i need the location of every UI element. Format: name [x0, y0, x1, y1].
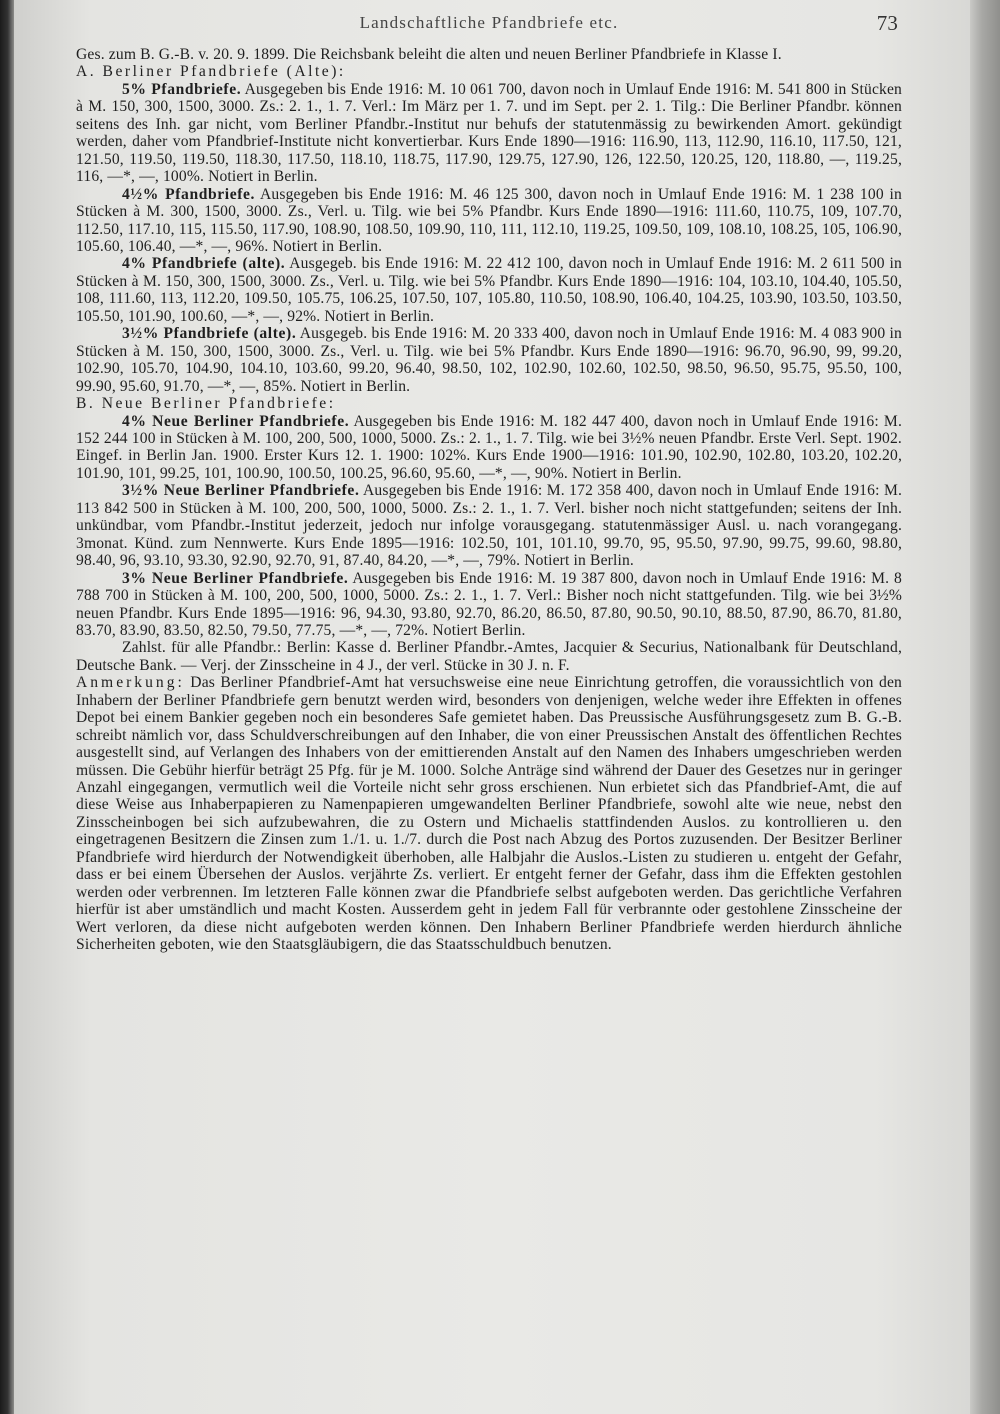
entry-a4-title: 3½% Pfandbriefe (alte).: [122, 325, 297, 343]
entry-b3-body: Ausgegeben bis Ende 1916: M. 19 387 800, davon noch in Umlauf Ende 1916: M. 8 788 700 in Stücken à M. 100, 200, 500, 1000, 5000. Zs.: 2. 1., 1. 7. Verl.: Bisher noch nicht stattgefunden. Tilg. wie bei 3½% neuen Pfandbr. Kurs Ende 1895—1916: 96, 94.30, 93.80, 92.70, 86.20, 86.50, 87.80, 90.50, 90.10, 88.50, 87.90, 86.70, 81.80, 83.70, 83.90, 83.50, 82.50, 79.50, 77.75, —*, —, 72%. Notiert Berlin.: [76, 569, 902, 639]
entry-b3: [76, 570, 902, 640]
entry-a1-title: 5% Pfandbriefe.: [122, 80, 242, 98]
running-head: [76, 8, 902, 46]
scan-binding-shadow: [0, 0, 14, 1414]
entry-b1-title: 4% Neue Berliner Pfandbriefe.: [122, 412, 350, 430]
entry-b2-title: 3½% Neue Berliner Pfandbriefe.: [122, 482, 360, 500]
scan-page-edge: [970, 0, 1000, 1414]
section-a-heading: A. Berliner Pfandbriefe (Alte):: [76, 63, 346, 81]
document-page: [14, 0, 970, 1414]
entry-a2: [76, 186, 902, 256]
entry-a4-body: Ausgegeb. bis Ende 1916: M. 20 333 400, davon noch in Umlauf Ende 1916: M. 4 083 900 in Stücken à M. 150, 300, 1500, 3000. Zs., Verl. u. Tilg. wie bei 5% Pfandbr. Kurs Ende 1890—1916: 96.70, 96.90, 99, 99.20, 102.90, 105.70, 104.90, 104.10, 103.60, 99.20, 96.40, 98.50, 102, 102.90, 102.60, 102.50, 98.50, 96.50, 95.75, 95.50, 100, 99.90, 95.60, 91.70, —*, —, 85%. Notiert in Berlin.: [76, 325, 902, 395]
entry-a4: [76, 325, 902, 395]
entry-a2-body: Ausgegeben bis Ende 1916: M. 46 125 300, davon noch in Umlauf Ende 1916: M. 1 238 100 in Stücken à M. 300, 1500, 3000. Zs., Verl. u. Tilg. wie bei 5% Pfandbr. Kurs Ende 1890—1916: 111.60, 110.75, 109, 107.70, 112.50, 117.10, 115, 115.50, 117.90, 108.90, 108.50, 109.90, 110, 111, 112.10, 119.25, 109.50, 109, 108.10, 108.25, 105, 106.90, 105.60, 106.40, —*, —, 96%. Notiert in Berlin.: [76, 185, 902, 255]
page-number: 73: [876, 11, 898, 35]
section-b-heading: B. Neue Berliner Pfandbriefe:: [76, 395, 336, 413]
entry-a3-body: Ausgegeb. bis Ende 1916: M. 22 412 100, davon noch in Umlauf Ende 1916: M. 2 611 500 in Stücken à M. 150, 300, 1500, 3000. Zs., Verl. u. Tilg. wie bei 5% Pfandbr. Kurs Ende 1890—1916: 104, 103.10, 104.40, 105.50, 108, 111.60, 113, 112.20, 109.50, 105.75, 106.25, 107.50, 107, 105.80, 110.50, 108.90, 106.40, 104.25, 103.90, 103.50, 103.50, 105.50, 101.90, 100.60, —*, —, 92%. Notiert in Berlin.: [76, 255, 902, 325]
entry-a3: [76, 255, 902, 325]
zahlstellen-paragraph: Zahlst. für alle Pfandbr.: Berlin: Kasse d. Berliner Pfandbr.-Amtes, Jacquier & Securius, Nationalbank für Deutschland, Deutsche Bank. — Verj. der Zinsscheine in 4 J., der verl. Stücke in 30 J. n. F.: [76, 639, 902, 674]
intro-paragraph: Ges. zum B. G.-B. v. 20. 9. 1899. Die Reichsbank beleiht die alten und neuen Berliner Pfandbriefe in Klasse I.: [76, 46, 782, 63]
page-text: [76, 8, 902, 954]
entry-b2: [76, 482, 902, 569]
anmerkung-text: Das Berliner Pfandbrief-Amt hat versuchsweise eine neue Einrichtung getroffen, die voraussichtlich von den Inhabern der Berliner Pfandbriefe gern benutzt werden wird, besonders von denjenigen, welche weder ihre Effekten in offenes Depot bei einem Bankier gegeben noch ein besonderes Safe gemietet haben. Das Preussische Ausführungsgesetz zum B. G.-B. schreibt nämlich vor, dass Schuldverschreibungen auf den Inhaber, die von einer Preussischen Anstalt des öffentlichen Rechtes ausgestellt sind, auf Verlangen des Inhabers von der emittierenden Anstalt auf den Namen des Inhabers umgeschrieben werden müssen. Die Gebühr hierfür beträgt 25 Pfg. für je M. 1000. Solche Anträge sind während der Dauer des Gesetzes nur in geringer Anzahl eingegangen, vermutlich weil die Vorteile nicht sehr gross erschienen. Nun erbietet sich das Pfandbrief-Amt, die auf diese Weise aus Inhaberpapieren zu Namenpapieren umgewandelten Berliner Pfandbriefe, sowohl alte wie neue, nebst den Zinsscheinbogen bei sich aufzubewahren, die zu Ostern und Michaelis stattfindenden Auslos. zu kontrollieren u. den eingetragenen Besitzern die Zinsen zum 1./1. u. 1./7. durch die Post nach Abzug des Portos zuzusenden. Der Besitzer Berliner Pfandbriefe wird hierdurch der Notwendigkeit überhoben, alle Halbjahr die Auslos.-Listen zu studieren u. entgeht der Gefahr, dass er bei einem Übersehen der Auslos. verjährte Zs. verliert. Er entgeht ferner der Gefahr, dass ihm die Effekten gestohlen werden oder verbrennen. Im letzteren Falle können zwar die Pfandbriefe selbst aufgeboten werden. Das gerichtliche Verfahren hierfür ist aber umständlich und macht Kosten. Ausserdem geht in jedem Fall für verbrannte oder gestohlene Zinsscheine der Wert verloren, da diese nicht aufgeboten werden können. Den Inhabern Berliner Pfandbriefe werden hierdurch ähnliche Sicherheiten geboten, wie den Staatsgläubigern, die das Staatsschuldbuch benutzen.: [76, 674, 902, 954]
anmerkung-paragraph: [76, 674, 902, 953]
entry-a3-title: 4% Pfandbriefe (alte).: [122, 255, 286, 273]
running-title: Landschaftliche Pfandbriefe etc.: [359, 13, 619, 32]
entry-b1: [76, 413, 902, 483]
entry-b1-body: Ausgegeben bis Ende 1916: M. 182 447 400, davon noch in Umlauf Ende 1916: M. 152 244 100 in Stücken à M. 100, 200, 500, 1000, 5000. Zs.: 2. 1., 1. 7. Tilg. wie bei 3½% neuen Pfandbr. Erste Verl. Sept. 1902. Eingef. in Berlin Jan. 1900. Erster Kurs 12. 1. 1900: 102%. Kurs Ende 1900—1916: 101.90, 102.90, 102.80, 103.20, 102.20, 101.90, 101, 99.25, 101, 100.90, 100.50, 100.25, 96.60, 95.60, —*, —, 90%. Notiert in Berlin.: [76, 412, 902, 482]
entry-a2-title: 4½% Pfandbriefe.: [122, 185, 256, 203]
entry-b2-body: Ausgegeben bis Ende 1916: M. 172 358 400, davon noch in Umlauf Ende 1916: M. 113 842 500 in Stücken à M. 100, 200, 500, 1000, 5000. Zs.: 2. 1., 1. 7. Verl. bisher noch nicht stattgefunden; seitens der Inh. unkündbar, vom Pfandbr.-Institut jederzeit, jedoch nur infolge vorausgegang. statutenmässiger Ausl. u. nach vorangegang. 3monat. Künd. zum Nennwerte. Kurs Ende 1895—1916: 102.50, 101, 101.10, 99.70, 95, 95.50, 97.90, 99.75, 99.60, 98.80, 98.40, 96, 93.10, 93.30, 92.90, 92.70, 91, 87.40, 84.20, —*, —, 79%. Notiert in Berlin.: [76, 482, 903, 570]
entry-a1: [76, 81, 902, 186]
anmerkung-label: Anmerkung:: [76, 674, 185, 692]
entry-a1-body: Ausgegeben bis Ende 1916: M. 10 061 700, davon noch in Umlauf Ende 1916: M. 541 800 in Stücken à M. 150, 300, 1500, 3000. Zs.: 2. 1., 1. 7. Verl.: Im März per 1. 7. und im Sept. per 2. 1. Tilg.: Die Berliner Pfandbr. können seitens des Inh. gar nicht, vom Berliner Pfandbr.-Institut nur behufs der statutenmässig zu bewirkenden Amort. gekündigt werden, daher vom Pfandbrief-Institute nicht konvertierbar. Kurs Ende 1890—1916: 116.90, 113, 112.90, 116.10, 117.50, 121, 121.50, 119.50, 119.50, 118.30, 117.50, 118.10, 118.75, 117.90, 129.75, 127.90, 126, 122.50, 120.25, 120, 118.80, —, 119.25, 116, —*, —, 100%. Notiert in Berlin.: [76, 80, 902, 186]
entry-b3-title: 3% Neue Berliner Pfandbriefe.: [122, 569, 349, 587]
